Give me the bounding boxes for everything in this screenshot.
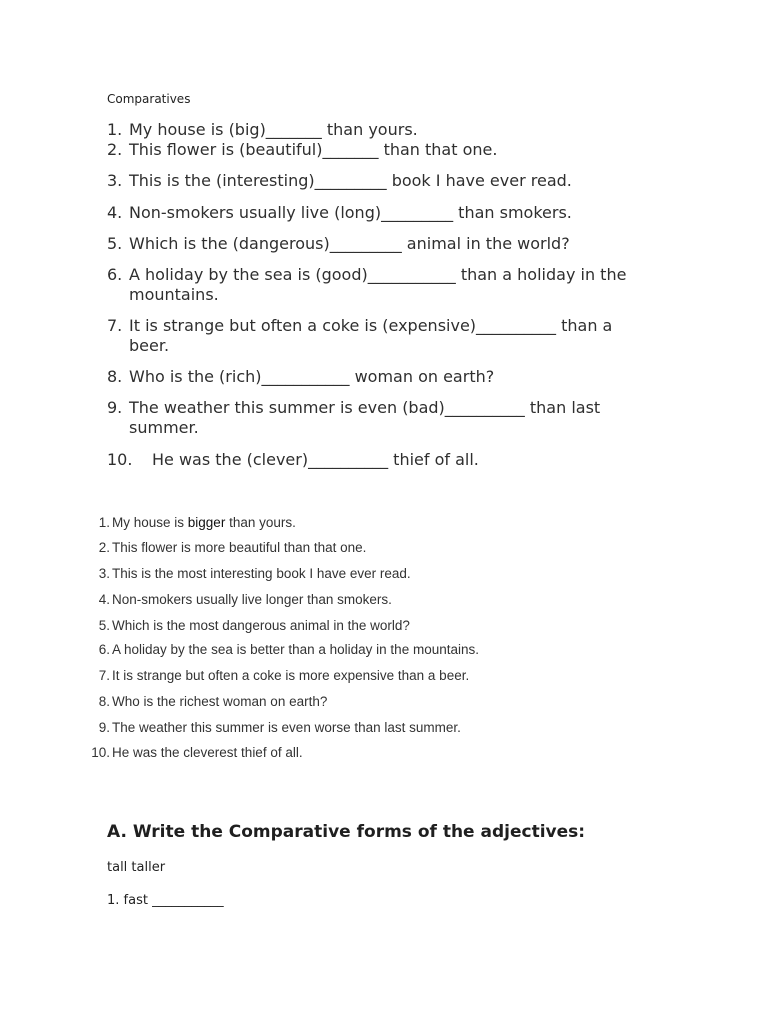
exercise-text: Which is the (dangerous)_________ animal in the world? xyxy=(129,234,570,253)
exercise-item xyxy=(107,265,647,305)
exercise-text: A holiday by the sea is (good)___________ than a holiday in the mountains. xyxy=(129,265,627,304)
answer-text: A holiday by the sea is better than a holiday in the mountains. xyxy=(112,642,479,657)
exercise-text: The weather this summer is even (bad)__________ than last summer. xyxy=(129,398,601,437)
answer-text: Non-smokers usually live longer than smokers. xyxy=(112,592,392,607)
exercise-item xyxy=(107,140,667,160)
exercise-text: Non-smokers usually live (long)_________ than smokers. xyxy=(129,203,572,222)
answer-text: Which is the most dangerous animal in the world? xyxy=(112,618,410,633)
answer-number: 5. xyxy=(98,618,110,633)
exercise-text: This flower is (beautiful)_______ than that one. xyxy=(129,140,498,159)
exercise-number: 7. xyxy=(107,316,123,335)
exercise-item xyxy=(107,398,627,438)
answer-item xyxy=(88,694,708,710)
exercise-text: Who is the (rich)___________ woman on earth? xyxy=(129,367,495,386)
exercise-item xyxy=(107,171,667,191)
exercise-number: 5. xyxy=(107,234,123,253)
section-a-example: tall taller xyxy=(107,860,166,875)
answer-number: 10. xyxy=(91,745,110,760)
answer-number: 7. xyxy=(98,668,110,683)
exercise-number: 4. xyxy=(107,203,123,222)
answer-item xyxy=(88,592,708,608)
answer-number: 8. xyxy=(98,694,110,709)
exercise-item xyxy=(107,234,667,254)
answer-item xyxy=(88,515,708,531)
document-title: Comparatives xyxy=(107,92,191,106)
answer-text: This flower is more beautiful than that one. xyxy=(112,540,367,555)
exercise-number: 6. xyxy=(107,265,123,284)
exercise-number: 10. xyxy=(107,450,133,469)
answer-number: 3. xyxy=(98,566,110,581)
exercise-text: My house is (big)_______ than yours. xyxy=(129,120,418,139)
answer-text: It is strange but often a coke is more expensive than a beer. xyxy=(112,668,470,683)
answer-text-post: than yours. xyxy=(225,515,296,530)
answer-text: This is the most interesting book I have ever read. xyxy=(112,566,411,581)
answer-item xyxy=(88,618,708,634)
answer-text: The weather this summer is even worse than last summer. xyxy=(112,720,461,735)
answer-number: 6. xyxy=(98,642,110,657)
answer-item xyxy=(88,642,708,658)
section-a-item: 1. fast ___________ xyxy=(107,893,224,908)
exercise-text: He was the (clever)__________ thief of all. xyxy=(152,450,479,469)
answer-text xyxy=(112,515,708,531)
exercise-item xyxy=(107,367,667,387)
answer-item xyxy=(88,720,708,736)
answer-item xyxy=(88,566,708,582)
exercise-number: 3. xyxy=(107,171,123,190)
answer-text: He was the cleverest thief of all. xyxy=(112,745,303,760)
answer-item xyxy=(88,668,708,684)
exercise-item xyxy=(107,120,667,140)
answer-text: Who is the richest woman on earth? xyxy=(112,694,328,709)
answer-number: 4. xyxy=(98,592,110,607)
exercise-item xyxy=(107,203,667,223)
exercise-item xyxy=(107,316,647,356)
exercise-text: This is the (interesting)_________ book I have ever read. xyxy=(129,171,572,190)
section-a-heading: A. Write the Comparative forms of the adjectives: xyxy=(107,822,586,842)
exercise-number: 2. xyxy=(107,140,123,159)
exercise-text: It is strange but often a coke is (expensive)__________ than a beer. xyxy=(129,316,613,355)
answer-highlight: bigger xyxy=(187,515,226,530)
exercise-number: 9. xyxy=(107,398,123,417)
exercise-number: 8. xyxy=(107,367,123,386)
answer-text-pre: My house is xyxy=(112,515,188,530)
exercise-item xyxy=(107,450,667,470)
answer-number: 9. xyxy=(98,720,110,735)
answer-item xyxy=(88,540,708,556)
answer-number: 2. xyxy=(98,540,110,555)
answer-number: 1. xyxy=(98,515,110,530)
exercise-number: 1. xyxy=(107,120,123,139)
answer-item xyxy=(88,745,708,761)
